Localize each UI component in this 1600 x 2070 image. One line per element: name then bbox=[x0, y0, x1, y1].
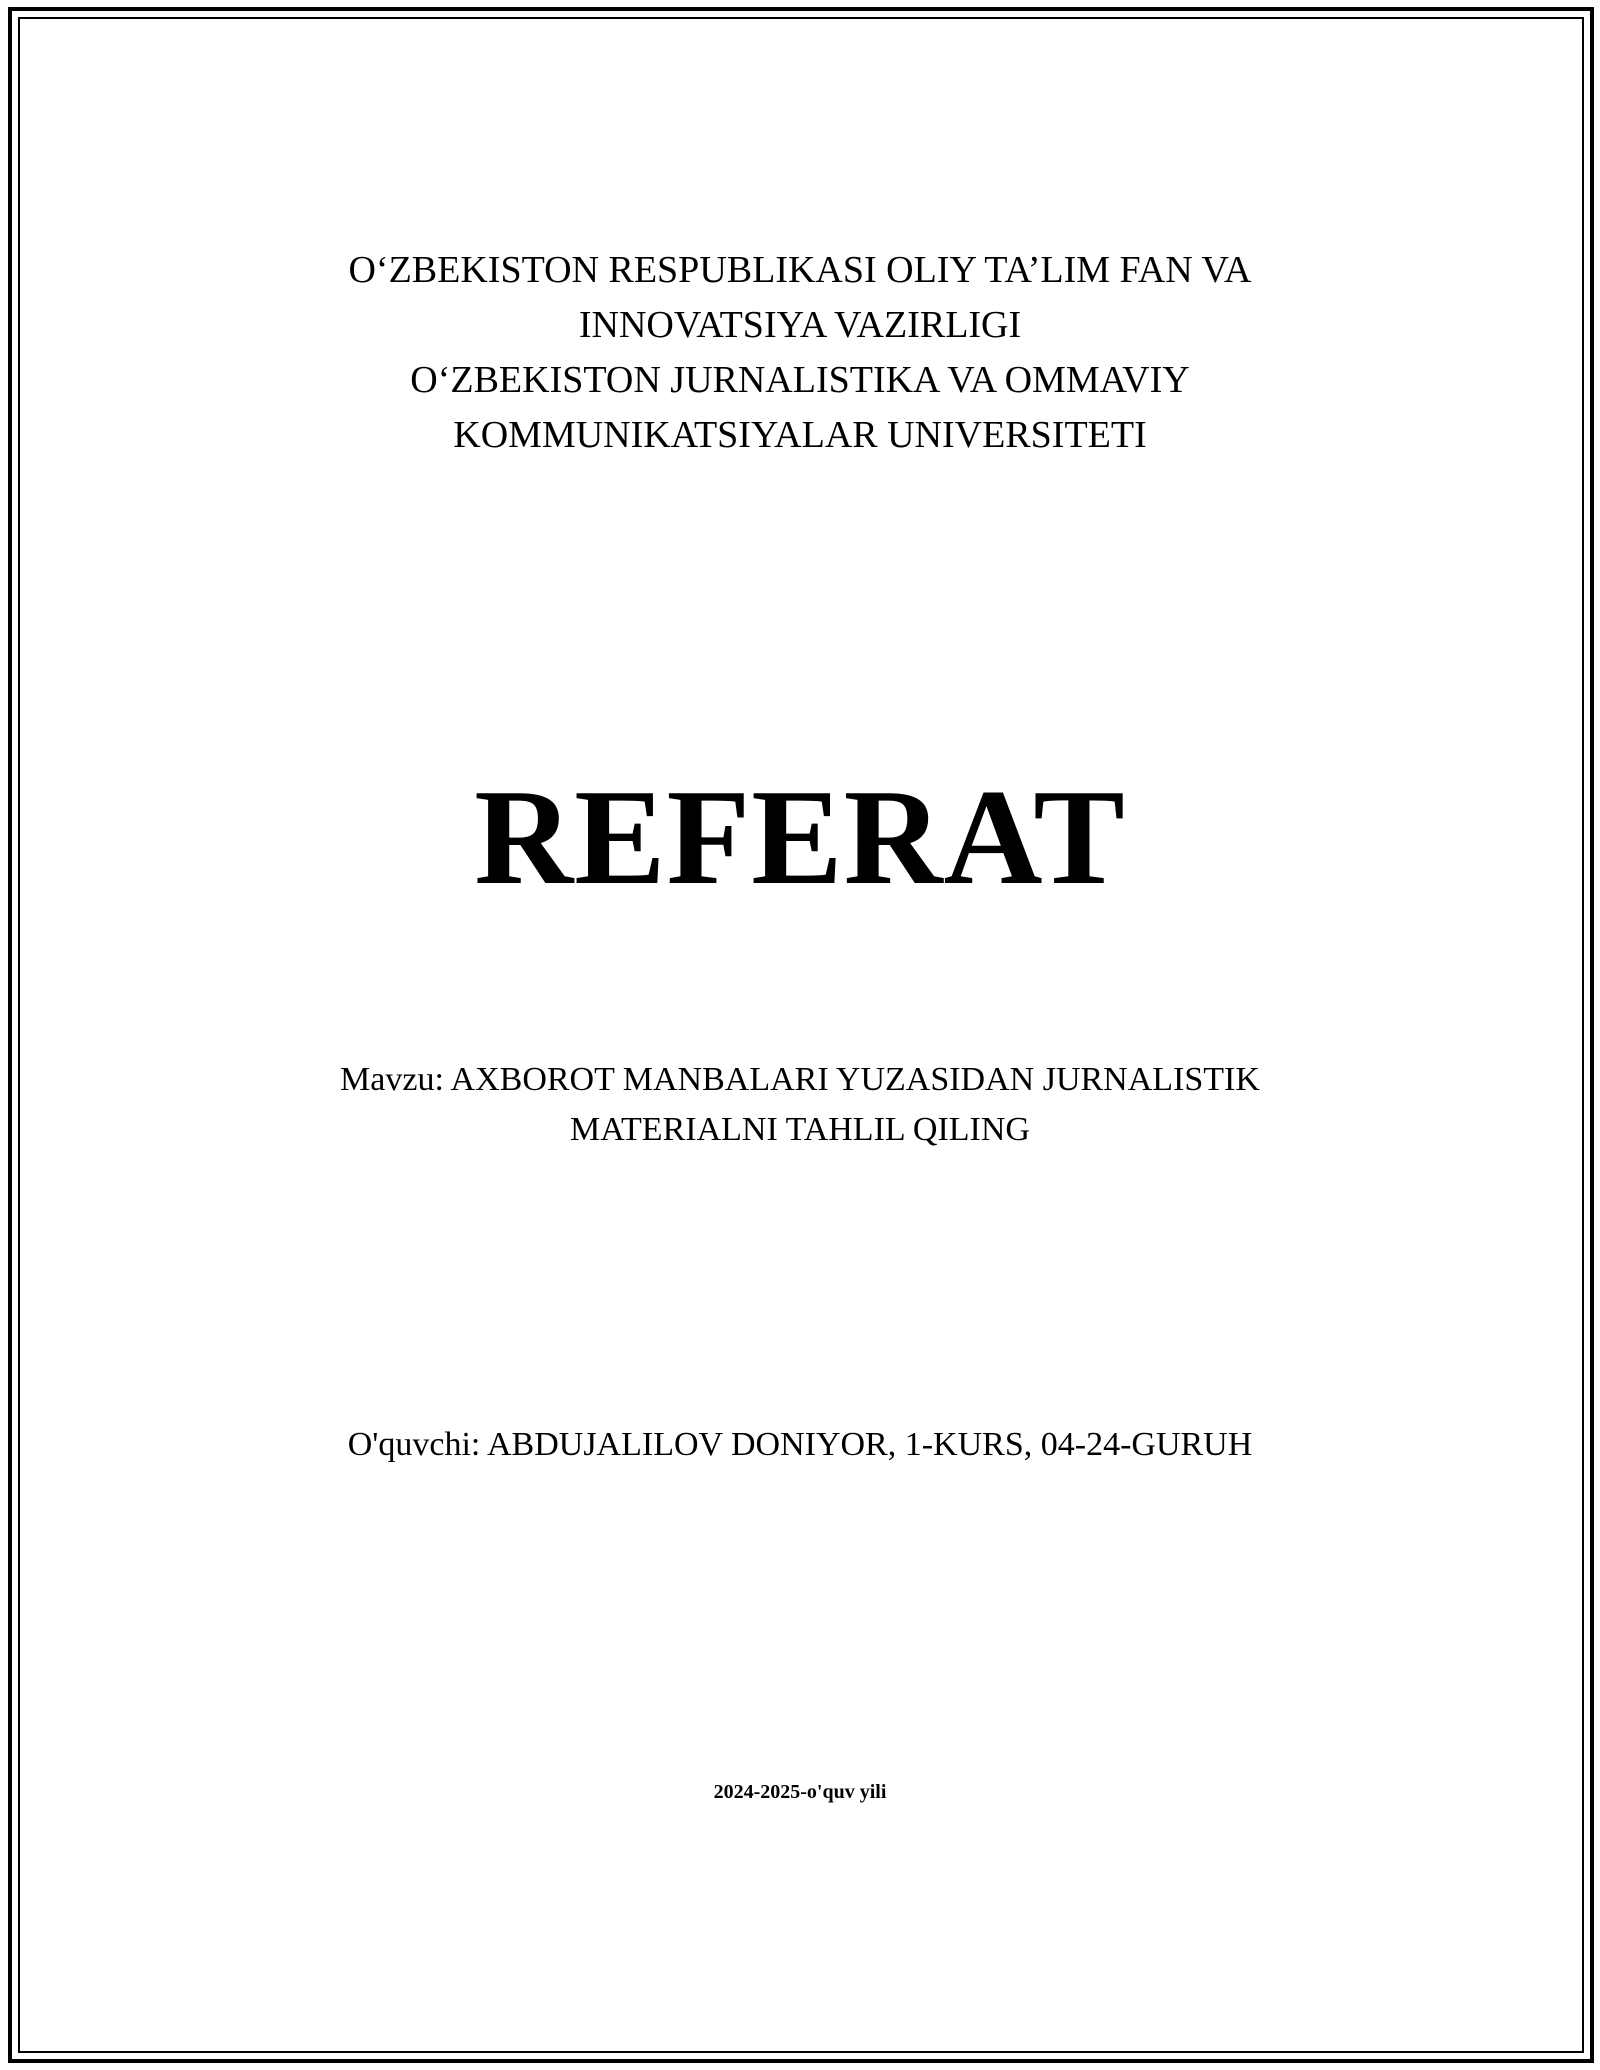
academic-year: 2024-2025-o'quv yili bbox=[713, 1781, 887, 1803]
topic-section bbox=[0, 1055, 1600, 1155]
document-title: REFERAT bbox=[474, 761, 1126, 913]
header-line: KOMMUNIKATSIYALAR UNIVERSITETI bbox=[453, 414, 1147, 456]
header-line: O‘ZBEKISTON RESPUBLIKASI OLIY TA’LIM FAN VA bbox=[348, 249, 1252, 291]
student-info: O'quvchi: ABDUJALILOV DONIYOR, 1-KURS, 04-24-GURUH bbox=[347, 1426, 1253, 1463]
topic-line: MATERIALNI TAHLIL QILING bbox=[570, 1111, 1030, 1148]
header-line: O‘ZBEKISTON JURNALISTIKA VA OMMAVIY bbox=[410, 359, 1190, 401]
institution-header bbox=[0, 243, 1600, 463]
topic-line: Mavzu: AXBOROT MANBALARI YUZASIDAN JURNALISTIK bbox=[340, 1061, 1260, 1098]
header-line: INNOVATSIYA VAZIRLIGI bbox=[578, 304, 1022, 346]
